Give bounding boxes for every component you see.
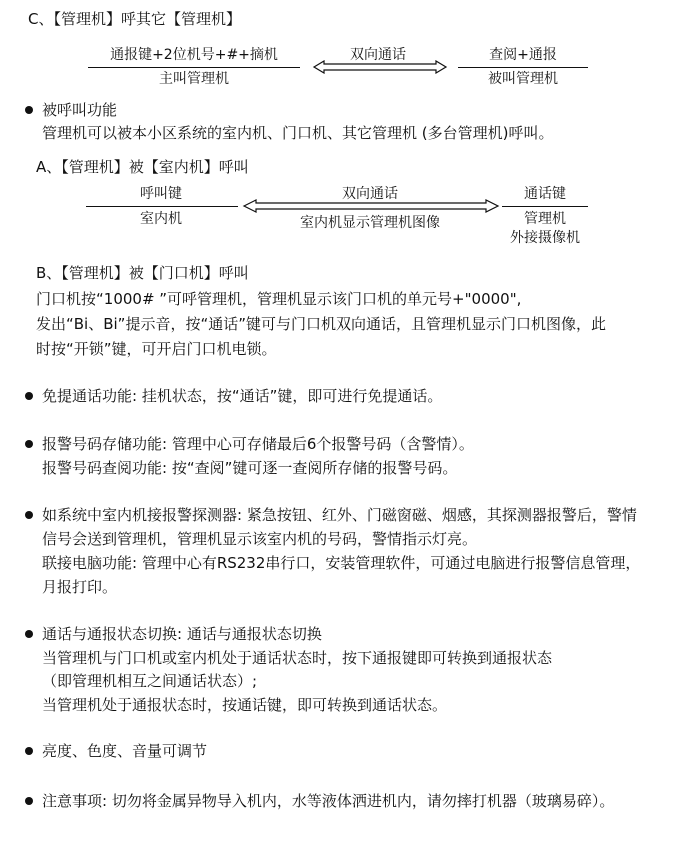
section-c-heading: C、【管理机】呼其它【管理机】 xyxy=(28,10,241,28)
bullet-dot xyxy=(25,797,33,805)
diagram-c-callee: 被叫管理机 xyxy=(488,71,558,87)
switch-text: 通话与通报状态切换: 通话与通报状态切换 xyxy=(42,625,322,643)
diagram-a-caller-action: 呼叫键 xyxy=(140,186,182,202)
detector-text: 如系统中室内机接报警探测器: 紧急按钮、红外、门磁窗磁、烟感，其探测器报警后，警情 xyxy=(42,506,637,524)
diagram-c-caller-action: 通报键+2位机号+#+摘机 xyxy=(110,47,278,63)
diagram-a-middle-note: 室内机显示管理机图像 xyxy=(300,215,440,231)
called-function-text: 管理机可以被本小区系统的室内机、门口机、其它管理机 (多台管理机)呼叫。 xyxy=(42,124,554,142)
handsfree-text: 免提通话功能: 挂机状态，按“通话”键，即可进行免提通话。 xyxy=(42,387,443,405)
diagram-c-left-line xyxy=(88,67,300,68)
bullet-dot xyxy=(25,747,33,755)
switch-text: （即管理机相互之间通话状态）; xyxy=(42,672,258,690)
switch-text: 当管理机与门口机或室内机处于通话状态时，按下通报键即可转换到通报状态 xyxy=(42,649,553,667)
double-arrow-icon xyxy=(242,199,500,213)
bullet-dot xyxy=(25,440,33,448)
section-b-line: 门口机按“1000# ”可呼管理机，管理机显示该门口机的单元号+"0000", xyxy=(36,290,522,308)
diagram-a-left-line xyxy=(86,206,238,207)
double-arrow-icon xyxy=(312,60,448,74)
notice-text: 注意事项: 切勿将金属异物导入机内，水等液体洒进机内，请勿摔打机器（玻璃易碎）。 xyxy=(42,792,615,810)
bullet-dot xyxy=(25,630,33,638)
alarm-review-text: 报警号码查阅功能: 按“查阅”键可逐一查阅所存储的报警号码。 xyxy=(42,459,458,477)
bullet-dot xyxy=(25,392,33,400)
detector-text: 信号会送到管理机，管理机显示该室内机的号码，警情指示灯亮。 xyxy=(42,530,478,548)
pc-link-text: 月报打印。 xyxy=(42,578,118,596)
diagram-a-callee-camera: 外接摄像机 xyxy=(510,230,580,246)
diagram-c-right-line xyxy=(458,67,588,68)
diagram-c-caller: 主叫管理机 xyxy=(159,71,229,87)
diagram-a-callee: 管理机 xyxy=(524,211,566,227)
diagram-a-right-line xyxy=(502,206,588,207)
bullet-dot xyxy=(25,106,33,114)
section-b-line: 发出“Bi、Bi”提示音，按“通话”键可与门口机双向通话，且管理机显示门口机图像，此 xyxy=(36,315,607,333)
diagram-a-middle-label: 双向通话 xyxy=(342,186,398,202)
section-a-heading: A、【管理机】被【室内机】呼叫 xyxy=(36,158,249,176)
adjust-text: 亮度、色度、音量可调节 xyxy=(42,742,208,760)
alarm-store-text: 报警号码存储功能: 管理中心可存储最后6个报警号码（含警情）。 xyxy=(42,435,474,453)
pc-link-text: 联接电脑功能: 管理中心有RS232串行口，安装管理软件，可通过电脑进行报警信息管理， xyxy=(42,554,641,572)
diagram-a-callee-action: 通话键 xyxy=(524,186,566,202)
section-b-line: 时按“开锁”键，可开启门口机电锁。 xyxy=(36,340,277,358)
diagram-a-caller: 室内机 xyxy=(140,211,182,227)
called-function-title: 被呼叫功能 xyxy=(42,101,118,119)
section-b-heading: B、【管理机】被【门口机】呼叫 xyxy=(36,264,249,282)
bullet-dot xyxy=(25,511,33,519)
switch-text: 当管理机处于通报状态时，按通话键，即可转换到通话状态。 xyxy=(42,696,448,714)
diagram-c-middle-label: 双向通话 xyxy=(350,47,406,63)
diagram-c-callee-action: 查阅+通报 xyxy=(489,47,557,63)
